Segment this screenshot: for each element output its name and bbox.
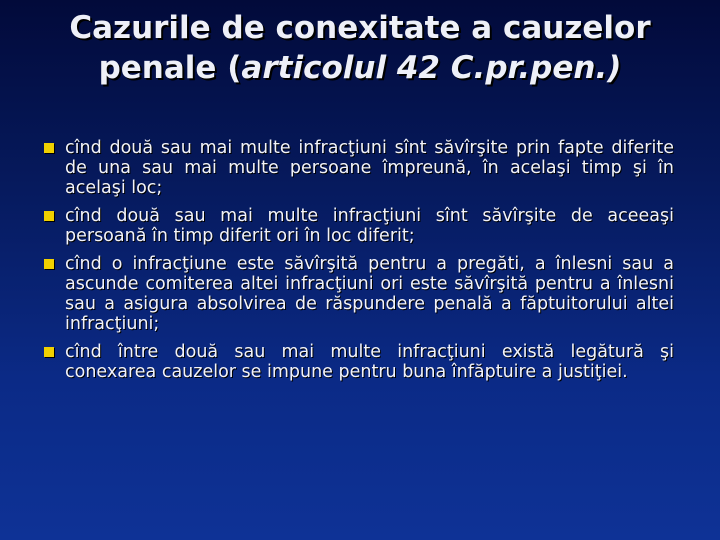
square-bullet-icon bbox=[44, 143, 54, 153]
bullet-item bbox=[44, 254, 674, 334]
bullet-item bbox=[44, 206, 674, 246]
square-bullet-icon bbox=[44, 259, 54, 269]
bullet-list bbox=[44, 138, 674, 390]
bullet-text: cînd între două sau mai multe infracţiuni există legătură şi conexarea cauzelor se impune pentru buna înfăptuire a justiţiei. bbox=[65, 342, 674, 382]
bullet-text: cînd două sau mai multe infracţiuni sînt săvîrşite prin fapte diferite de una sau mai multe persoane împreună, în acelaşi timp şi în acelaşi loc; bbox=[65, 138, 674, 198]
slide-title-text: Cazurile de conexitate a cauzelor penale ( bbox=[69, 10, 651, 86]
bullet-text: cînd două sau mai multe infracţiuni sînt săvîrşite de aceeaşi persoană în timp diferit ori în loc diferit; bbox=[65, 206, 674, 246]
square-bullet-icon bbox=[44, 347, 54, 357]
bullet-item bbox=[44, 138, 674, 198]
square-bullet-icon bbox=[44, 211, 54, 221]
slide-title bbox=[40, 8, 680, 88]
bullet-item bbox=[44, 342, 674, 382]
slide-title-article-reference: articolul 42 C.pr.pen.) bbox=[241, 50, 622, 86]
bullet-text: cînd o infracţiune este săvîrşită pentru a pregăti, a înlesni sau a ascunde comiterea altei infracţiuni ori este săvîrşită pentru a înlesni sau a asigura absolvirea de răspundere penală a făptuitorului altei infracţiuni; bbox=[65, 254, 674, 334]
